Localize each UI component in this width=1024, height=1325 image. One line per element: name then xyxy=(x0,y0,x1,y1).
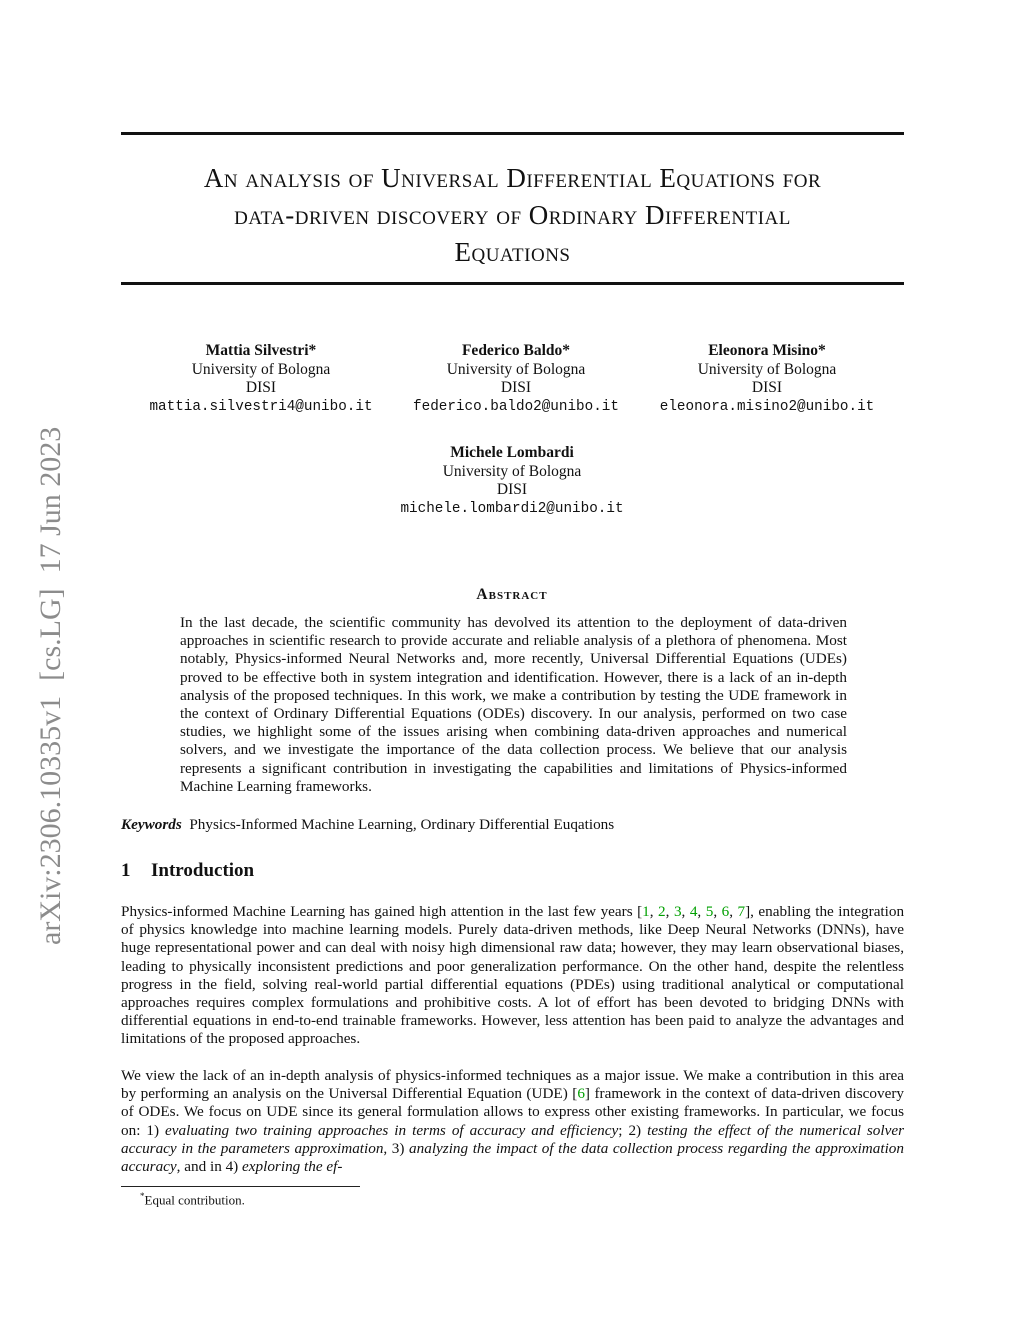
author-email[interactable]: federico.baldo2@unibo.it xyxy=(413,398,619,415)
para1-text-a: Physics-informed Machine Learning has gained high attention in the last few years [ xyxy=(121,903,643,920)
arxiv-identifier-text: arXiv:2306.10335v1 [cs.LG] 17 Jun 2023 xyxy=(34,426,67,945)
author-email[interactable]: michele.lombardi2@unibo.it xyxy=(400,500,624,517)
citation-link[interactable]: 4 xyxy=(689,903,698,920)
section-number: 1 xyxy=(121,860,131,881)
author-affiliation: University of Bologna xyxy=(442,462,582,480)
para2-emphasis-1: evaluating two training approaches in terms of accuracy and efficiency xyxy=(165,1121,619,1139)
keywords-text: Physics-Informed Machine Learning, Ordinary Differential Euqations xyxy=(189,816,615,833)
author-name: Federico Baldo* xyxy=(461,342,571,359)
citation-link[interactable]: 2 xyxy=(658,903,666,920)
footnote-marker: * xyxy=(140,1191,145,1201)
title-rule-bottom xyxy=(121,282,904,285)
author-dept: DISI xyxy=(500,379,532,396)
title-line-3: Equations xyxy=(454,237,571,267)
intro-paragraph-1: Physics-informed Machine Learning has gained high attention in the last few years [1, 2, 3, 4, 5, 6, 7], enabling the integration of physics knowledge into machine learning models. Purely data-driven methods, like Deep Neural Networks (DNNs), have huge representational power and can deal with noisy high dimensional raw data; however, they may learn observational biases, leading to physically inconsistent predictions and poor generalization performance. On the other hand, despite the relentless progress in the field, solving real-world partial differential equations (PDEs) using traditional analytical or computational approaches requires complex formulations and prohibitive costs. A lot of effort has been devoted to bridging DNNs with differential equations in end-to-end trainable frameworks. However, less attention has been paid to analyze the advantages and limitations of the proposed approaches. xyxy=(121,903,905,1048)
footnote-text: Equal contribution. xyxy=(144,1192,245,1208)
citation-link[interactable]: 6 xyxy=(721,903,730,920)
author-name: Mattia Silvestri* xyxy=(205,342,317,359)
intro-paragraph-2 xyxy=(121,1067,904,1176)
citation-link[interactable]: 7 xyxy=(737,903,746,920)
title-rule-top xyxy=(121,132,904,135)
para2-text-b: ] framework in the context of data-driven discovery of ODEs. We focus on UDE since its general formulation allows to express other existing frameworks. In particular, we focus on: 1) xyxy=(121,1085,904,1139)
author-email[interactable]: mattia.silvestri4@unibo.it xyxy=(149,398,373,415)
author-block xyxy=(386,342,646,416)
para1-text-b: ], enabling the integration of physics knowledge into machine learning models. Purely data-driven methods, like Deep Neural Networks (DNNs), have huge representational power and can deal with noisy high dimensional raw data; however, they may learn observational biases, leading to physically inconsistent predictions and poor generalization performance. On the other hand, despite the relentless progress in the field, solving real-world partial differential equations (PDEs) using traditional analytical or computational approaches requires complex formulations and prohibitive costs. A lot of effort has been devoted to bridging DNNs with differential equations in end-to-end trainable frameworks. However, less attention has been paid to analyze the advantages and limitations of the proposed approaches. xyxy=(121,903,905,1048)
author-affiliation: University of Bologna xyxy=(697,360,837,378)
para2-text-c: ; 2) xyxy=(618,1121,648,1139)
abstract-heading: Abstract xyxy=(476,586,548,603)
citation-link[interactable]: 5 xyxy=(705,903,714,920)
keywords xyxy=(121,816,614,834)
author-dept: DISI xyxy=(496,481,528,498)
paper-title xyxy=(121,160,904,271)
para2-emphasis-2: testing the effect of the numerical solver accuracy in the parameters approximation xyxy=(121,1121,905,1157)
keywords-label: Keywords xyxy=(121,816,182,833)
abstract-text: In the last decade, the scientific community has devolved its attention to the deployment of data-driven approaches in scientific research to provide accurate and reliable analysis of a plethora of phenomena. Most notably, Physics-informed Neural Networks and, more recently, Universal Differential Equations (UDEs) proved to be effective both in system integration and identification. However, there is a lack of an in-depth analysis of the proposed techniques. In this work, we make a contribution by testing the UDE framework in the context of Ordinary Differential Equations (ODEs) discovery. In our analysis, performed on two case studies, we highlight some of the issues arising when combining data-driven approaches and numerical solvers, and we investigate the importance of the data collection process. We believe that our analysis represents a significant contribution in investigating the capabilities and limitations of Physics-informed Machine Learning frameworks. xyxy=(180,614,847,795)
para2-text-a: We view the lack of an in-depth analysis of physics-informed techniques as a major issue. We make a contribution in this area by performing an analysis on the Universal Differential Equation (UDE) [ xyxy=(121,1067,904,1103)
author-name: Eleonora Misino* xyxy=(708,342,826,359)
para2-text-e: , and in 4) xyxy=(176,1158,243,1176)
author-block xyxy=(382,444,642,518)
para2-text-d: , 3) xyxy=(383,1139,410,1157)
author-email[interactable]: eleonora.misino2@unibo.it xyxy=(659,398,875,415)
author-block xyxy=(637,342,897,416)
citation-link[interactable]: 3 xyxy=(673,903,682,920)
section-heading xyxy=(121,860,254,882)
citation-link[interactable]: 6 xyxy=(577,1085,585,1103)
citation-link[interactable]: 1 xyxy=(642,903,650,920)
author-affiliation: University of Bologna xyxy=(191,360,331,378)
author-affiliation: University of Bologna xyxy=(446,360,586,378)
author-block xyxy=(131,342,391,416)
author-name: Michele Lombardi xyxy=(450,444,574,461)
footnote xyxy=(140,1191,245,1208)
title-line-2: data-driven discovery of Ordinary Differential xyxy=(234,200,791,230)
title-line-1: An analysis of Universal Differential Equations for xyxy=(203,163,822,193)
para2-emphasis-3: analyzing the impact of the data collection process regarding the approximation accuracy xyxy=(121,1139,904,1176)
author-dept: DISI xyxy=(245,379,277,396)
section-title: Introduction xyxy=(151,860,255,881)
footnote-rule xyxy=(121,1186,360,1187)
para2-emphasis-4: exploring the ef- xyxy=(242,1158,343,1176)
author-dept: DISI xyxy=(751,379,783,396)
